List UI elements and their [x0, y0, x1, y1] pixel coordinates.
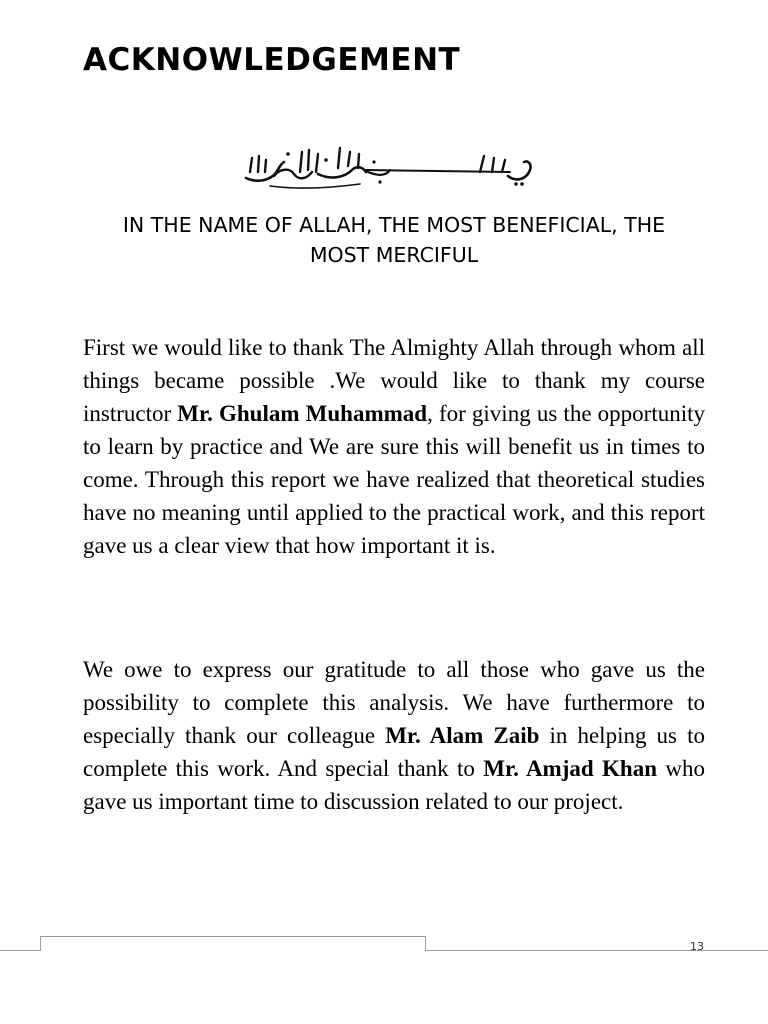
paragraph2-text-b: in helping us to complete this work. And special thank to — [83, 723, 705, 781]
paragraph1-text-a: First we would like to thank The Almighty Allah through whom all things became possible .We would like to thank my course instructor — [83, 335, 705, 426]
paragraph1-text-b: , for giving us the opportunity to learn by practice and We are sure this will benefit us in times to come. Through this report we have realized that theoretical studies have no meaning until applied to the practical work, and this report gave us a clear view that how important it is. — [83, 401, 705, 558]
invocation-line-1: IN THE NAME OF ALLAH, THE MOST BENEFICIAL, THE — [122, 213, 666, 237]
page-heading: ACKNOWLEDGEMENT — [83, 42, 461, 78]
invocation-text — [84, 210, 704, 270]
paragraph-thanks-allah — [83, 331, 705, 562]
page-number: 13 — [690, 940, 704, 953]
paragraph2-text-a: We owe to express our gratitude to all those who gave us the possibility to complete this analysis. We have furthermore to especially thank our colleague — [83, 657, 705, 748]
invocation-line-2: MOST MERCIFUL — [309, 243, 479, 267]
basmala-calligraphy-icon — [240, 142, 536, 192]
helper-name: Mr. Amjad Khan — [483, 756, 658, 781]
paragraph-gratitude — [83, 653, 705, 818]
paragraph2-text-c: who gave us important time to discussion related to our project. — [83, 756, 705, 814]
colleague-name: Mr. Alam Zaib — [385, 723, 540, 748]
instructor-name: Mr. Ghulam Muhammad — [177, 401, 428, 426]
footer-box — [40, 936, 426, 951]
